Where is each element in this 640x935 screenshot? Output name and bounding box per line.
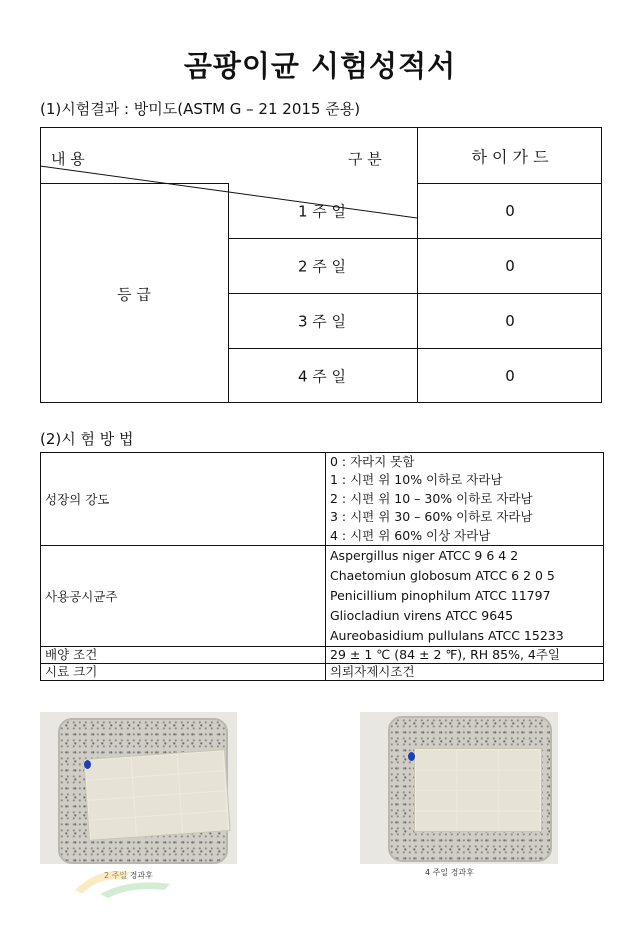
row-divider-2 — [228, 293, 602, 294]
culture-condition-value: 29 ± 1 ℃ (84 ± 2 ℉), RH 85%, 4주일 — [326, 646, 604, 663]
grade-label: 등 급 — [117, 285, 151, 304]
photo-week-4-caption: 4 주일 경과후 — [425, 868, 474, 877]
strain-2: Chaetomiun globosum ATCC 6 2 0 5 — [330, 567, 555, 583]
test-specimen — [414, 748, 542, 832]
header-content-label: 내 용 — [51, 150, 85, 168]
row-divider-3 — [228, 348, 602, 349]
strain-1: Aspergillus niger ATCC 9 6 4 2 — [330, 547, 519, 563]
growth-level-2: 2 : 시편 위 10 – 30% 이하로 자라남 — [330, 490, 533, 506]
strain-3: Penicillium pinophilum ATCC 11797 — [330, 587, 551, 603]
week-4-value: 0 — [505, 367, 515, 385]
test-specimen — [83, 749, 230, 841]
row-divider-1 — [228, 238, 602, 239]
table-row — [41, 545, 604, 646]
results-table — [40, 127, 602, 403]
week-2-value: 0 — [505, 257, 515, 275]
growth-intensity-scale — [326, 453, 604, 546]
table-border-bottom — [40, 402, 602, 403]
marker-dot — [84, 760, 91, 769]
growth-level-0: 0 : 자라지 못함 — [330, 454, 415, 469]
header-product-label: 하 이 가 드 — [471, 147, 549, 167]
table-row — [41, 453, 604, 546]
photo-week-4 — [360, 712, 558, 864]
test-method-table — [40, 452, 604, 681]
sample-size-label: 시료 크기 — [41, 663, 326, 680]
week-3-label: 3 주 일 — [297, 312, 347, 331]
week-3-value: 0 — [505, 312, 515, 330]
test-strains-label: 사용공시균주 — [41, 545, 326, 646]
document-title: 곰팡이균 시험성적서 — [183, 49, 457, 83]
section-test-results-heading: (1)시험결과 : 방미도(ASTM G – 21 2015 준용) — [40, 100, 361, 118]
section-test-method-heading: (2)시 험 방 법 — [40, 430, 134, 448]
sample-size-value: 의뢰자제시조건 — [326, 663, 604, 680]
table-row — [41, 646, 604, 663]
culture-condition-label: 배양 조건 — [41, 646, 326, 663]
watermark-logo — [70, 858, 180, 898]
photo-week-2 — [40, 712, 237, 864]
marker-dot — [408, 752, 415, 761]
growth-level-1: 1 : 시편 위 10% 이하로 자라남 — [330, 472, 503, 488]
strain-4: Gliocladiun virens ATCC 9645 — [330, 607, 514, 623]
table-row — [41, 663, 604, 680]
strain-5: Aureobasidium pullulans ATCC 15233 — [330, 627, 564, 643]
header-row-divider-right — [417, 183, 602, 184]
photo-week-2-caption: 2 주일 경과후 — [104, 871, 153, 880]
table-border-right — [601, 127, 602, 403]
growth-level-4: 4 : 시편 위 60% 이상 자라남 — [330, 527, 491, 543]
week-1-value: 0 — [505, 202, 515, 220]
header-diagonal-line — [40, 127, 418, 222]
test-strains-list — [326, 545, 604, 646]
growth-level-3: 3 : 시편 위 30 – 60% 이하로 자라남 — [330, 509, 533, 525]
week-4-label: 4 주 일 — [297, 367, 347, 386]
header-category-label: 구 분 — [348, 150, 382, 168]
growth-intensity-label: 성장의 강도 — [41, 453, 326, 546]
week-2-label: 2 주 일 — [297, 257, 347, 276]
week-1-label: 1 주 일 — [297, 202, 347, 221]
